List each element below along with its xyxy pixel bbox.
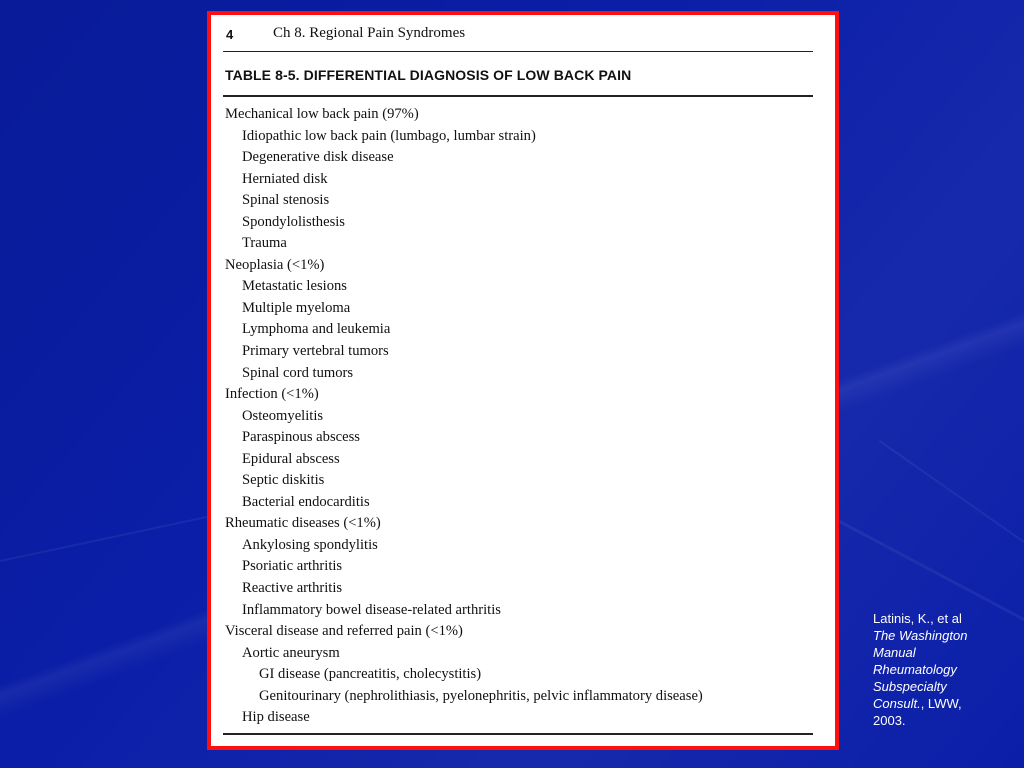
condition-entry: Degenerative disk disease — [242, 149, 394, 166]
table-bottom-rule — [223, 733, 813, 735]
condition-entry: Aortic aneurysm — [242, 644, 340, 661]
condition-entry: Herniated disk — [242, 170, 328, 187]
condition-entry: Spondylolisthesis — [242, 213, 345, 230]
condition-entry: Trauma — [242, 235, 287, 252]
diagnosis-list — [223, 104, 813, 729]
chapter-title: Ch 8. Regional Pain Syndromes — [273, 25, 466, 41]
condition-entry: Spinal stenosis — [242, 192, 330, 209]
condition-entry: Epidural abscess — [242, 450, 340, 467]
citation-book-title: The Washington Manual Rheumatology Subspecialty Consult. — [873, 628, 968, 711]
category-entry: Rheumatic diseases (<1%) — [225, 515, 381, 532]
background-streak — [0, 512, 225, 562]
condition-entry: Primary vertebral tumors — [242, 343, 389, 360]
condition-entry: Osteomyelitis — [242, 407, 324, 424]
condition-entry: Hip disease — [242, 709, 310, 726]
citation-publisher-year: , LWW, 2003. — [873, 696, 962, 728]
category-entry: Mechanical low back pain (97%) — [225, 106, 419, 122]
condition-entry: Idiopathic low back pain (lumbago, lumbar strain) — [242, 127, 536, 144]
condition-entry: Septic diskitis — [242, 472, 325, 489]
sub-condition-entry: GI disease (pancreatitis, cholecystitis) — [259, 666, 482, 683]
condition-entry: Ankylosing spondylitis — [242, 536, 378, 553]
condition-entry: Lymphoma and leukemia — [242, 321, 391, 338]
condition-entry: Reactive arthritis — [242, 580, 343, 597]
condition-entry: Psoriatic arthritis — [242, 558, 343, 575]
condition-entry: Paraspinous abscess — [242, 429, 360, 446]
citation-authors: Latinis, K., et al — [873, 611, 962, 626]
page-number: 4 — [226, 27, 234, 42]
condition-entry: Metastatic lesions — [242, 278, 347, 295]
sub-condition-entry: Genitourinary (nephrolithiasis, pyelonephritis, pelvic inflammatory disease) — [259, 687, 703, 704]
condition-entry: Spinal cord tumors — [242, 364, 354, 381]
category-entry: Infection (<1%) — [225, 386, 319, 403]
condition-entry: Multiple myeloma — [242, 299, 351, 316]
category-entry: Visceral disease and referred pain (<1%) — [225, 623, 463, 640]
category-entry: Neoplasia (<1%) — [225, 256, 325, 273]
condition-entry: Inflammatory bowel disease-related arthritis — [242, 601, 501, 618]
background-streak — [879, 440, 1024, 568]
condition-entry: Bacterial endocarditis — [242, 493, 370, 510]
page-header — [223, 25, 813, 52]
table-title: TABLE 8-5. DIFFERENTIAL DIAGNOSIS OF LOW BACK PAIN — [223, 67, 813, 97]
citation — [873, 610, 993, 729]
table-image-frame — [207, 11, 839, 750]
